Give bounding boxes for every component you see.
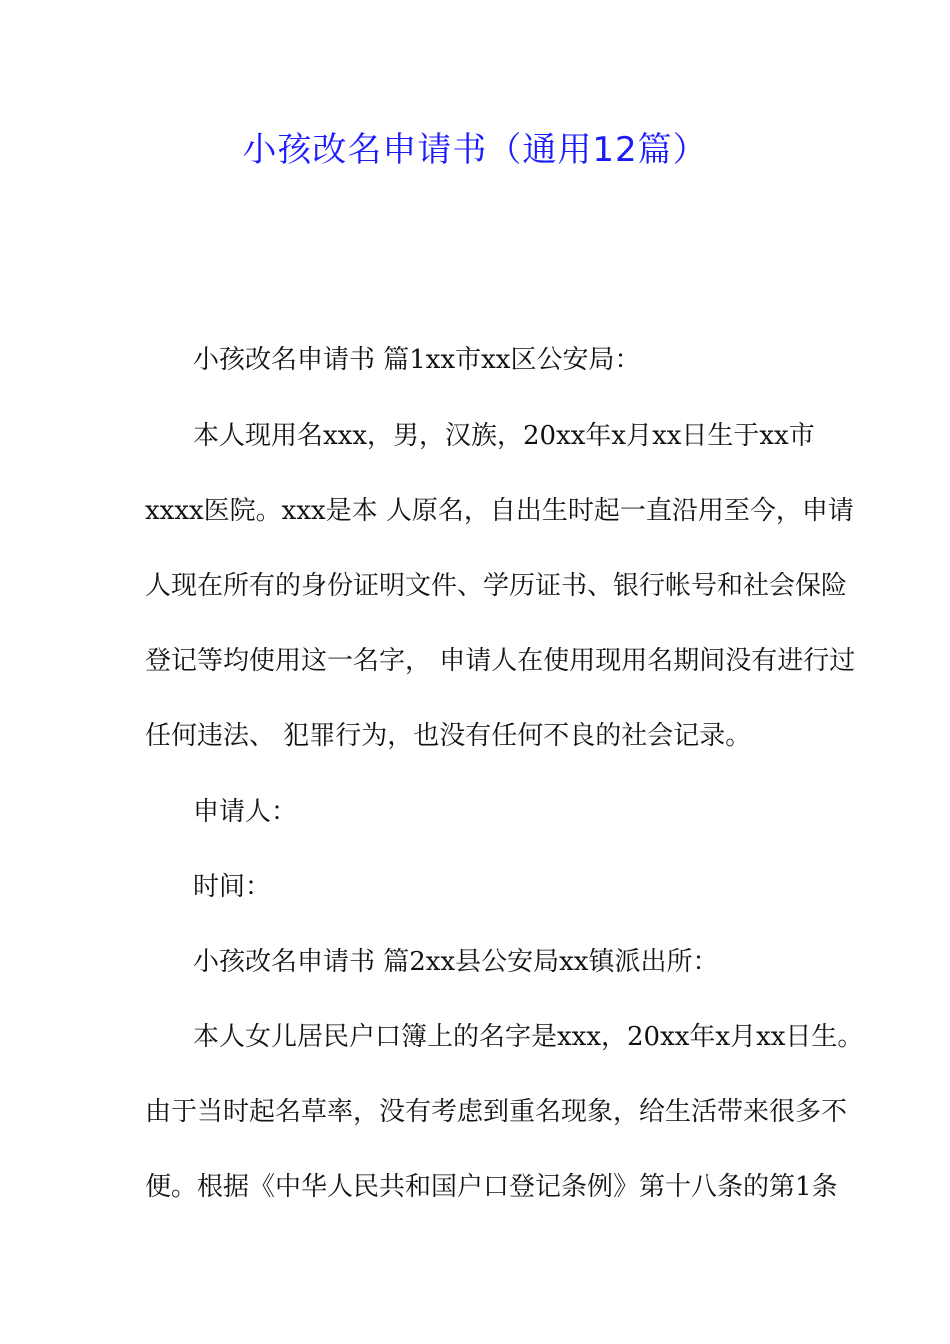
paragraph-line: 由于当时起名草率，没有考虑到重名现象，给生活带来很多不 (145, 1097, 848, 1127)
document-title: 小孩改名申请书（通用12篇） (242, 130, 708, 170)
paragraph-line: 任何违法、 犯罪行为，也没有任何不良的社会记录。 (145, 721, 752, 751)
paragraph-line: 便。根据《中华人民共和国户口登记条例》第十八条的第1条 (145, 1172, 838, 1202)
paragraph-line: 本人现用名xxx，男，汉族，20xx年x月xx日生于xx市 (193, 421, 815, 451)
paragraph-line: xxxx医院。xxx是本 人原名，自出生时起一直沿用至今，申请 (145, 496, 854, 526)
signature-label: 申请人： (193, 797, 298, 827)
paragraph-line: 登记等均使用这一名字， 申请人在使用现用名期间没有进行过 (145, 646, 856, 676)
paragraph-line: 人现在所有的身份证明文件、学历证书、银行帐号和社会保险 (145, 571, 848, 601)
paragraph-line: 小孩改名申请书 篇1xx市xx区公安局： (193, 345, 641, 375)
paragraph-line: 本人女儿居民户口簿上的名字是xxx，20xx年x月xx日生。 (193, 1022, 864, 1052)
date-label: 时间： (193, 872, 272, 902)
paragraph-line: 小孩改名申请书 篇2xx县公安局xx镇派出所： (193, 947, 719, 977)
